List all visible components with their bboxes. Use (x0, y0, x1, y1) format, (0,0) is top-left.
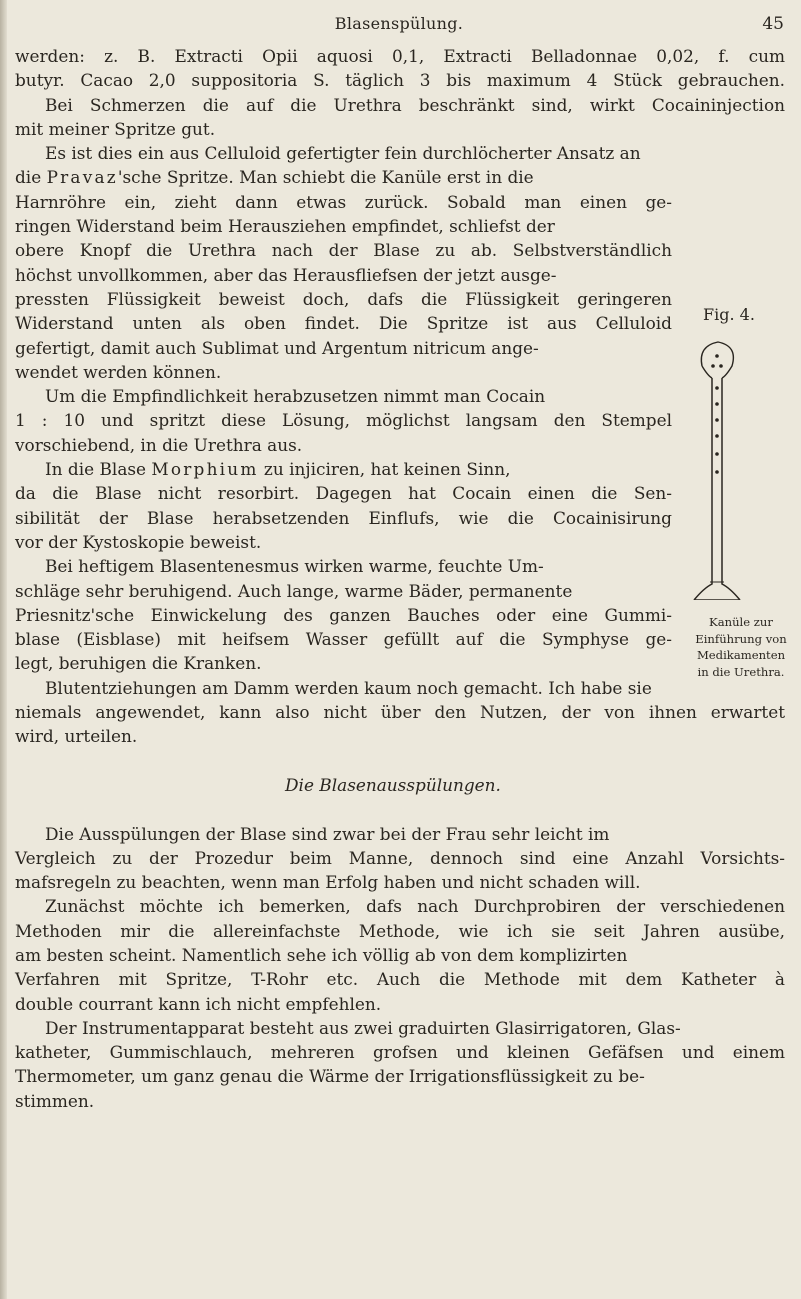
text-line: Verfahren mit Spritze, T-Rohr etc. Auch die Methode mit dem Katheter à (15, 969, 785, 990)
page-number: 45 (762, 14, 784, 34)
figure-caption (680, 614, 801, 680)
text-line: da die Blase nicht resorbirt. Dagegen hat Cocain einen die Sen- (15, 483, 672, 504)
text-line: die Pravaz'sche Spritze. Man schiebt die Kanüle erst in die (15, 167, 534, 188)
section-heading: Die Blasenausspülungen. (285, 774, 501, 795)
running-title: Blasenspülung. (334, 14, 464, 33)
text-line: Thermometer, um ganz genau die Wärme der Irrigationsflüssigkeit zu be- (15, 1066, 645, 1087)
caption-line: in die Urethra. (697, 664, 785, 679)
text-line: wendet werden können. (15, 361, 222, 382)
cannula-illustration (680, 332, 754, 600)
text-line: niemals angewendet, kann also nicht über den Nutzen, der von ihnen erwartet (15, 702, 785, 723)
text-line: Priesnitz'sche Einwickelung des ganzen Bauches oder eine Gummi- (15, 604, 672, 625)
text-line: mit meiner Spritze gut. (15, 118, 216, 139)
text-line: mafsregeln zu beachten, wenn man Erfolg haben und nicht schaden will. (15, 872, 641, 893)
body-text (15, 44, 795, 1113)
caption-line: Kanüle zur (709, 615, 773, 629)
text-line: vor der Kystoskopie beweist. (15, 531, 262, 552)
text-line: Es ist dies ein aus Celluloid gefertigter fein durchlöcherter Ansatz an (45, 143, 641, 164)
text-line: Widerstand unten als oben findet. Die Spritze ist aus Celluloid (15, 313, 672, 334)
text-line: ringen Widerstand beim Herausziehen empfindet, schliefst der (15, 216, 555, 237)
text-line (15, 797, 795, 821)
caption-line: Einführung von (695, 631, 787, 646)
text-line: Um die Empfindlichkeit herabzusetzen nimmt man Cocain (45, 386, 546, 407)
text-line: blase (Eisblase) mit heifsem Wasser gefüllt auf die Symphyse ge- (15, 629, 672, 650)
text-line: legt, beruhigen die Kranken. (15, 653, 262, 674)
text-line: Methoden mir die allereinfachste Methode, wie ich sie seit Jahren ausübe, (15, 920, 785, 941)
text-line: höchst unvollkommen, aber das Herausfliefsen der jetzt ausge- (15, 264, 557, 285)
text-line: katheter, Gummischlauch, mehreren grofsen und kleinen Gefäfsen und einem (15, 1042, 785, 1063)
text-line: stimmen. (15, 1090, 95, 1111)
page-header (14, 14, 784, 40)
text-line: pressten Flüssigkeit beweist doch, dafs die Flüssigkeit geringeren (15, 288, 672, 309)
text-line: butyr. Cacao 2,0 suppositoria S. täglich 3 bis maximum 4 Stück gebrauchen. (15, 70, 785, 91)
text-line: am besten scheint. Namentlich sehe ich völlig ab von dem komplizirten (15, 944, 628, 965)
text-line: Vergleich zu der Prozedur beim Manne, dennoch sind eine Anzahl Vorsichts- (15, 847, 785, 868)
text-line: werden: z. B. Extracti Opii aquosi 0,1, Extracti Belladonnae 0,02, f. cum (15, 46, 785, 66)
text-line: Der Instrumentapparat besteht aus zwei graduirten Glasirrigatoren, Glas- (45, 1017, 681, 1038)
text-line: sibilität der Blase herabsetzenden Einflufs, wie die Cocainisirung (15, 507, 672, 528)
text-line: Bei heftigem Blasentenesmus wirken warme, feuchte Um- (45, 556, 544, 577)
text-line: Bei Schmerzen die auf die Urethra beschränkt sind, wirkt Cocaininjection (45, 94, 785, 115)
text-line: Zunächst möchte ich bemerken, dafs nach Durchprobiren der verschiedenen (45, 896, 785, 917)
text-line (15, 749, 795, 773)
figure-label: Fig. 4. (703, 305, 755, 324)
text-line: obere Knopf die Urethra nach der Blase zu ab. Selbstverständlich (15, 240, 672, 261)
text-line: schläge sehr beruhigend. Auch lange, warme Bäder, permanente (15, 580, 573, 601)
caption-line: Medikamenten (696, 648, 786, 662)
text-line: Die Ausspülungen der Blase sind zwar bei der Frau sehr leicht im (45, 823, 610, 844)
page-edge-shadow (0, 0, 7, 1299)
text-line: Harnröhre ein, zieht dann etwas zurück. Sobald man einen ge- (15, 191, 672, 212)
text-line: Blutentziehungen am Damm werden kaum noch gemacht. Ich habe sie (45, 677, 652, 698)
text-line: 1 : 10 und spritzt diese Lösung, möglichst langsam den Stempel (15, 410, 672, 431)
text-line: In die Blase Morphium zu injiciren, hat keinen Sinn, (45, 459, 511, 480)
text-line: wird, urteilen. (15, 726, 138, 747)
text-line: double courrant kann ich nicht empfehlen. (15, 993, 382, 1014)
text-line: vorschiebend, in die Urethra aus. (15, 434, 303, 455)
text-line: gefertigt, damit auch Sublimat und Argentum nitricum ange- (15, 337, 539, 358)
